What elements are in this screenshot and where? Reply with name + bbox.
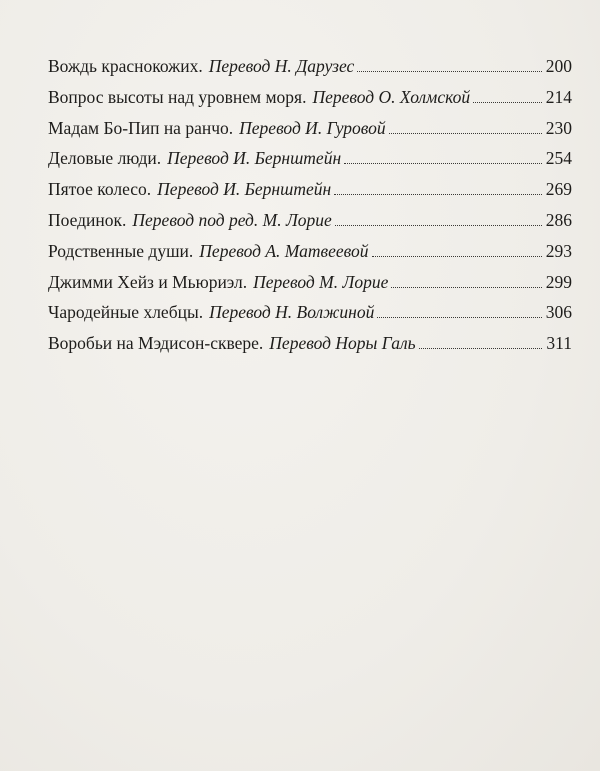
- dot-leader: [357, 70, 542, 72]
- toc-entry: [48, 174, 572, 205]
- translator-credit: Перевод Н. Волжиной: [209, 302, 375, 323]
- translator-credit: Перевод Н. Дарузес: [208, 56, 355, 76]
- story-title: Чародейные хлебцы.: [48, 302, 204, 323]
- toc-entry: [48, 113, 572, 144]
- story-title: Родственные души.: [48, 240, 194, 261]
- story-title: Поединок.: [48, 209, 127, 230]
- dot-leader: [419, 347, 543, 349]
- toc-entry: [48, 51, 572, 82]
- toc-entry: [48, 236, 572, 267]
- dot-leader: [335, 224, 542, 226]
- translator-credit: Перевод И. Гуровой: [239, 117, 386, 138]
- story-title: Деловые люди.: [48, 148, 162, 169]
- toc-entry: [48, 328, 572, 359]
- dot-leader: [377, 316, 541, 318]
- dot-leader: [344, 162, 542, 164]
- dot-leader: [372, 255, 542, 257]
- translator-credit: Перевод Норы Галь: [269, 333, 416, 354]
- translator-credit: Перевод И. Бернштейн: [157, 179, 332, 200]
- toc-entry: [48, 297, 572, 328]
- translator-credit: Перевод М. Лорие: [253, 271, 389, 292]
- story-title: Вождь краснокожих.: [48, 56, 203, 76]
- translator-credit: Перевод И. Бернштейн: [167, 148, 342, 169]
- translator-credit: Перевод О. Холмской: [312, 86, 471, 107]
- page-number: 286: [545, 209, 572, 230]
- story-title: Джимми Хейз и Мьюриэл.: [48, 271, 248, 292]
- page-number: 293: [545, 240, 572, 261]
- page-number: 254: [545, 148, 572, 169]
- toc-entry: [48, 143, 572, 174]
- page-number: 230: [545, 117, 572, 138]
- dot-leader: [389, 132, 542, 134]
- page-number: 306: [545, 302, 572, 323]
- dot-leader: [391, 286, 541, 288]
- story-title: Мадам Бо-Пип на ранчо.: [48, 117, 234, 138]
- page-number: 214: [545, 86, 572, 107]
- story-title: Воробьи на Мэдисон-сквере.: [48, 333, 264, 354]
- page-number: 200: [545, 56, 572, 76]
- translator-credit: Перевод под ред. М. Лорие: [132, 209, 332, 230]
- story-title: Пятое колесо.: [48, 179, 152, 200]
- page-number: 269: [545, 179, 572, 200]
- dot-leader: [473, 101, 542, 103]
- toc-entry: [48, 205, 572, 236]
- toc-entry: [48, 267, 572, 298]
- table-of-contents: [48, 51, 572, 359]
- page-number: 299: [545, 271, 572, 292]
- dot-leader: [334, 193, 542, 195]
- toc-entry: [48, 82, 572, 113]
- translator-credit: Перевод А. Матвеевой: [199, 240, 369, 261]
- page-number: 311: [546, 333, 572, 354]
- story-title: Вопрос высоты над уровнем моря.: [48, 86, 307, 107]
